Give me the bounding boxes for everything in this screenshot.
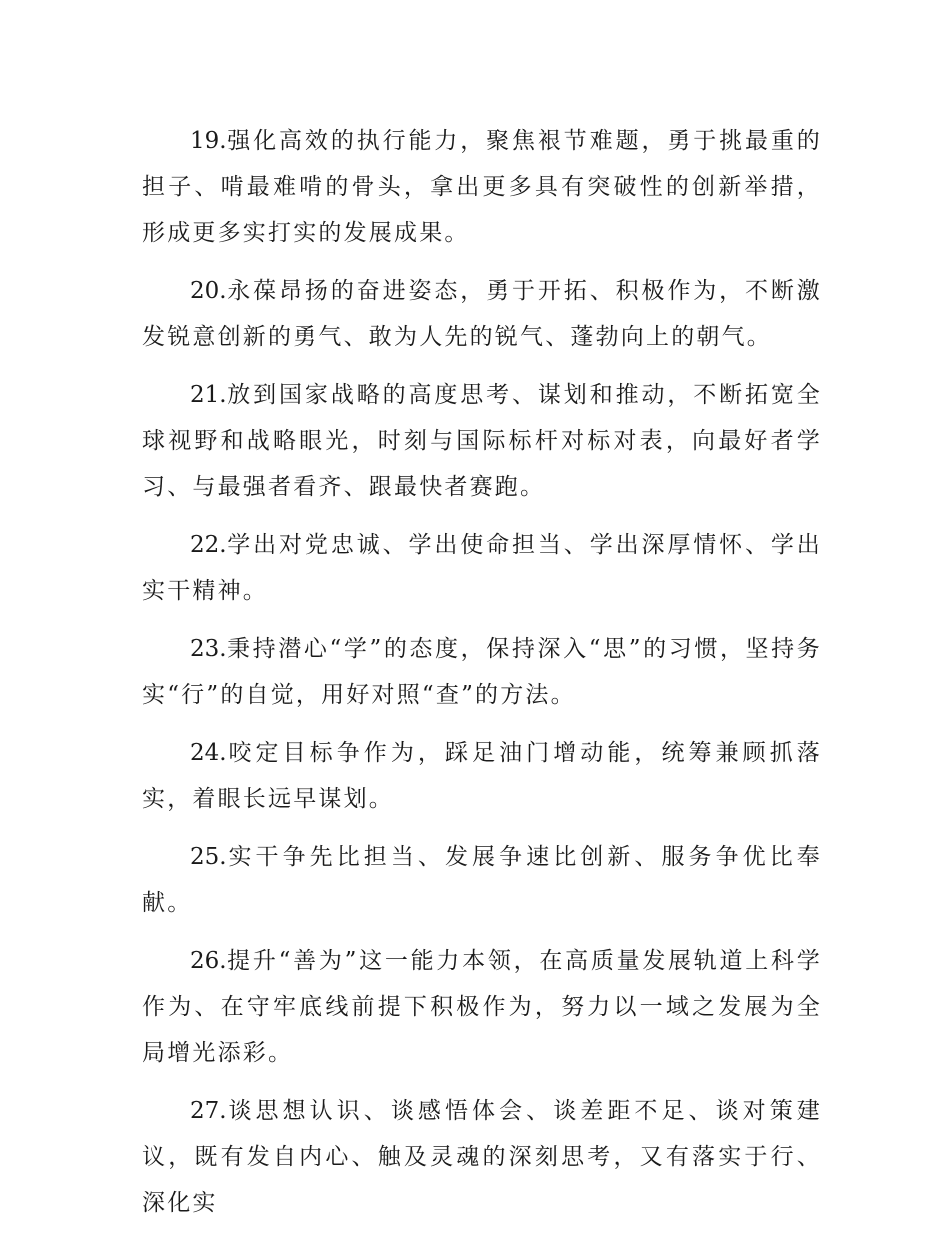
paragraph-text: 学出对党忠诚、学出使命担当、学出深厚情怀、学出实干精神。 — [142, 532, 822, 604]
paragraph-number: 25. — [190, 844, 227, 870]
paragraph-text: 强化高效的执行能力，聚焦裉节难题，勇于挑最重的担子、啃最难啃的骨头，拿出更多具有突破性的创新举措，形成更多实打实的发展成果。 — [142, 128, 822, 246]
paragraph-24 — [142, 730, 822, 822]
paragraph-number: 27. — [190, 1098, 227, 1124]
paragraph-text: 实干争先比担当、发展争速比创新、服务争优比奉献。 — [142, 844, 822, 916]
paragraph-text: 咬定目标争作为，踩足油门增动能，统筹兼顾抓落实，着眼长远早谋划。 — [142, 740, 822, 812]
paragraph-22 — [142, 522, 822, 614]
paragraph-text: 谈思想认识、谈感悟体会、谈差距不足、谈对策建议，既有发自内心、触及灵魂的深刻思考，又有落实于行、深化实 — [142, 1098, 822, 1216]
paragraph-text: 提升“善为”这一能力本领，在高质量发展轨道上科学作为、在守牢底线前提下积极作为，努力以一域之发展为全局增光添彩。 — [142, 948, 822, 1066]
paragraph-number: 22. — [190, 532, 227, 558]
paragraph-25 — [142, 834, 822, 926]
paragraph-number: 23. — [190, 636, 227, 662]
paragraph-number: 26. — [190, 948, 227, 974]
paragraph-number: 21. — [190, 382, 227, 408]
paragraph-number: 20. — [190, 278, 227, 304]
paragraph-26 — [142, 938, 822, 1076]
paragraph-text: 放到国家战略的高度思考、谋划和推动，不断拓宽全球视野和战略眼光，时刻与国际标杆对标对表，向最好者学习、与最强者看齐、跟最快者赛跑。 — [142, 382, 822, 500]
document-body — [142, 118, 822, 1238]
paragraph-number: 24. — [190, 740, 227, 766]
paragraph-text: 永葆昂扬的奋进姿态，勇于开拓、积极作为，不断激发锐意创新的勇气、敢为人先的锐气、蓬勃向上的朝气。 — [142, 278, 822, 350]
paragraph-19 — [142, 118, 822, 256]
paragraph-number: 19. — [190, 128, 227, 154]
paragraph-27 — [142, 1088, 822, 1226]
paragraph-20 — [142, 268, 822, 360]
paragraph-21 — [142, 372, 822, 510]
paragraph-text: 秉持潜心“学”的态度，保持深入“思”的习惯，坚持务实“行”的自觉，用好对照“查”的方法。 — [142, 636, 822, 708]
paragraph-23 — [142, 626, 822, 718]
